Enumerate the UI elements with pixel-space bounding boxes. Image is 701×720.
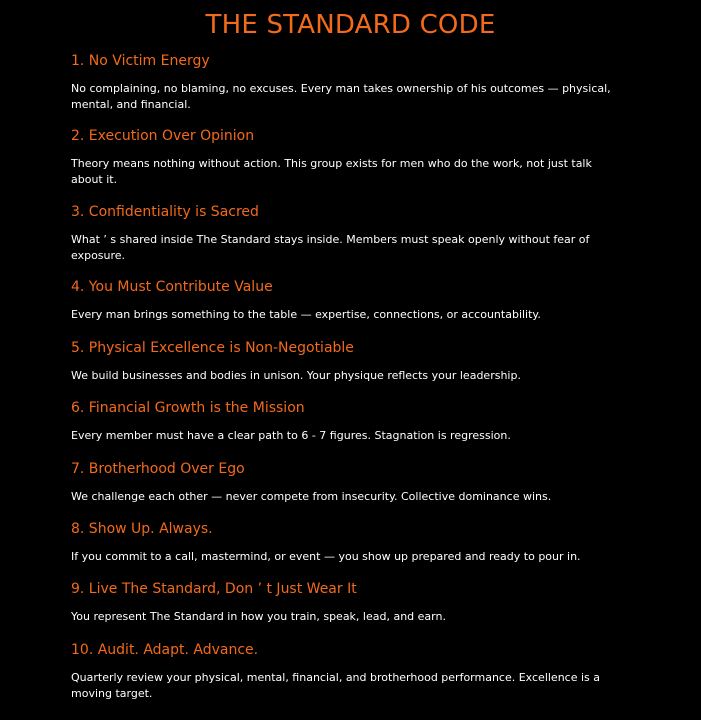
rule-heading: 9. Live The Standard, Don ’ t Just Wear It xyxy=(71,581,357,597)
rule-item-6 xyxy=(71,399,631,442)
rule-body: Theory means nothing without action. This group exists for men who do the work, not just talk about it. xyxy=(71,157,592,186)
rule-body: We build businesses and bodies in unison. Your physique reflects your leadership. xyxy=(71,369,521,382)
rule-heading: 2. Execution Over Opinion xyxy=(71,128,255,144)
rule-heading: 1. No Victim Energy xyxy=(71,53,210,69)
rule-item-5 xyxy=(71,339,631,382)
rule-item-4 xyxy=(71,278,631,321)
rule-body: Quarterly review your physical, mental, financial, and brotherhood performance. Excellence is a moving target. xyxy=(71,671,601,700)
rule-item-7 xyxy=(71,460,631,503)
page-title: THE STANDARD CODE xyxy=(205,10,496,40)
rule-heading: 3. Confidentiality is Sacred xyxy=(71,204,259,220)
rule-body: Every member must have a clear path to 6 - 7 figures. Stagnation is regression. xyxy=(71,429,511,442)
rule-body: You represent The Standard in how you train, speak, lead, and earn. xyxy=(71,610,446,623)
rule-body: What ’ s shared inside The Standard stays inside. Members must speak openly without fear of exposure. xyxy=(71,233,590,262)
rule-heading: 6. Financial Growth is the Mission xyxy=(71,400,305,416)
rule-item-8 xyxy=(71,520,631,563)
rule-item-1 xyxy=(71,52,631,111)
rule-item-3 xyxy=(71,203,631,262)
rule-body: No complaining, no blaming, no excuses. Every man takes ownership of his outcomes — physical, mental, and financial. xyxy=(71,82,611,111)
rule-item-10 xyxy=(71,641,631,700)
rule-body: Every man brings something to the table — expertise, connections, or accountability. xyxy=(71,308,541,321)
rule-item-2 xyxy=(71,127,631,186)
rule-heading: 5. Physical Excellence is Non-Negotiable xyxy=(71,340,354,356)
rule-body: If you commit to a call, mastermind, or event — you show up prepared and ready to pour in. xyxy=(71,550,581,563)
rule-heading: 10. Audit. Adapt. Advance. xyxy=(71,642,259,658)
rule-heading: 8. Show Up. Always. xyxy=(71,521,213,537)
rule-heading: 7. Brotherhood Over Ego xyxy=(71,461,245,477)
rule-body: We challenge each other — never compete from insecurity. Collective dominance wins. xyxy=(71,490,552,503)
rule-heading: 4. You Must Contribute Value xyxy=(71,279,273,295)
rule-item-9 xyxy=(71,580,631,623)
